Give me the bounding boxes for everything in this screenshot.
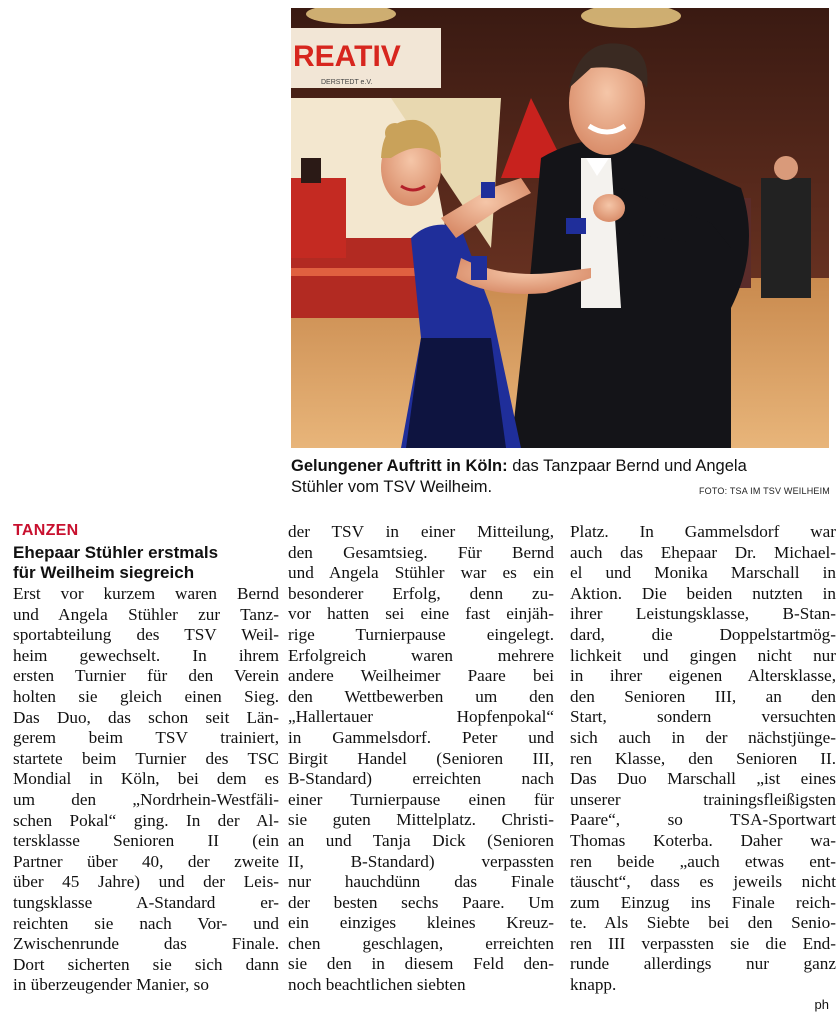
article-line: rige Turnierpause eingelegt. xyxy=(288,624,554,644)
article-line: II, B-Standard) verpassten xyxy=(288,851,554,871)
article-line: Aktion. Die beiden nutzten in xyxy=(570,583,836,603)
author-initials: ph xyxy=(814,997,829,1012)
article-line: Mondial in Köln, bei dem es xyxy=(13,769,279,789)
article-line: Das Duo Marschall „ist eines xyxy=(570,769,836,789)
article-line: Paare“, so TSA-Sportwart xyxy=(570,810,836,830)
article-line: Birgit Handel (Senioren III, xyxy=(288,748,554,768)
article-line: sich auch in der nächstjünge- xyxy=(570,727,836,747)
article-line: der besten sechs Paare. Um xyxy=(288,892,554,912)
article-line: heim gewechselt. In ihrem xyxy=(13,645,279,665)
article-line: in ihrer eigenen Altersklasse, xyxy=(570,666,836,686)
article-line: ren Klasse, den Senioren II. xyxy=(570,748,836,768)
article-line: vor hatten sei eine fast einjäh- xyxy=(288,604,554,624)
article-line: den Gesamtsieg. Für Bernd xyxy=(288,542,554,562)
article-line: unserer trainingsfleißigsten xyxy=(570,789,836,809)
article-line: dard, die Doppelstartmög- xyxy=(570,624,836,644)
article-line: andere Weilheimer Paare bei xyxy=(288,666,554,686)
article-line: in überzeugender Manier, so xyxy=(13,975,209,995)
kicker: TANZEN xyxy=(13,522,79,539)
article-line: holten sie gleich einen Sieg. xyxy=(13,686,279,706)
article-line: chen geschlagen, erreichten xyxy=(288,933,554,953)
article-line: „Hallertauer Hopfenpokal“ xyxy=(288,707,554,727)
article-line: besonderer Erfolg, denn zu- xyxy=(288,583,554,603)
article-line: schen Pokal“ ging. In der Al- xyxy=(13,810,279,830)
article-line: ein einziges kleines Kreuz- xyxy=(288,913,554,933)
caption-bold: Gelungener Auftritt in Köln: xyxy=(291,457,508,475)
article-line: noch beachtlichen siebten xyxy=(288,975,466,995)
article-line: der TSV in einer Mitteilung, xyxy=(288,522,554,541)
article-line: ren III verpassten sie die End- xyxy=(570,933,836,953)
article-line: tersklasse Senioren II (ein xyxy=(13,831,279,851)
article-line: Erfolgreich waren mehrere xyxy=(288,645,554,665)
article-line: in Gammelsdorf. Peter und xyxy=(288,727,554,747)
article-line: el und Monika Marschall in xyxy=(570,563,836,583)
article-line: sie guten Mittelplatz. Christi- xyxy=(288,810,554,830)
article-photo xyxy=(291,8,829,448)
article-line: startete beim Turnier des TSC xyxy=(13,748,279,768)
article-line: reichten sie nach Vor- und xyxy=(13,913,279,933)
article-line: ersten Turnier für den Verein xyxy=(13,666,279,686)
article-line: nur hauchdünn das Finale xyxy=(288,872,554,892)
article-line: sie den in diesem Feld den- xyxy=(288,954,554,974)
article-line: Das Duo, das schon seit Län- xyxy=(13,707,279,727)
article-line: Thomas Koterba. Daher wa- xyxy=(570,830,836,850)
headline-line-2: für Weilheim siegreich xyxy=(13,563,195,582)
article-line: auch das Ehepaar Dr. Michael- xyxy=(570,542,836,562)
article-line: Dort sicherten sie sich dann xyxy=(13,954,279,974)
article-column-1 xyxy=(13,584,279,996)
article-line: te. Als Siebte bei den Senio- xyxy=(570,913,836,933)
article-line: Platz. In Gammelsdorf war xyxy=(570,522,836,541)
article-line: lichkeit und gingen nicht nur xyxy=(570,645,836,665)
creativ-banner xyxy=(291,28,441,88)
headline-line-1: Ehepaar Stühler erstmals xyxy=(13,543,219,562)
article-line: und Angela Stühler war es ein xyxy=(288,563,554,583)
article-line: Erst vor kurzem waren Bernd xyxy=(13,584,279,603)
article-line: Start, sondern versuchten xyxy=(570,707,836,727)
article-line: ren beide „auch etwas ent- xyxy=(570,851,836,871)
article-column-2 xyxy=(288,522,554,996)
article-line: zum Einzug ins Finale reich- xyxy=(570,892,836,912)
photo-credit: FOTO: TSA IM TSV WEILHEIM xyxy=(698,486,830,496)
article-line: an und Tanja Dick (Senioren xyxy=(288,830,554,850)
article-line: knapp. xyxy=(570,975,617,995)
headline xyxy=(13,543,283,583)
article-line: B-Standard) erreichten nach xyxy=(288,769,554,789)
caption-line2: Stühler vom TSV Weilheim. xyxy=(291,478,493,496)
article-line: ihrer Leistungsklasse, B-Stan- xyxy=(570,604,836,624)
svg-text:DERSTEDT e.V.: DERSTEDT e.V. xyxy=(321,79,373,86)
article-line: einer Turnierpause einen für xyxy=(288,789,554,809)
dance-couple-photo xyxy=(291,8,829,448)
article-line: tungsklasse A-Standard er- xyxy=(13,892,279,912)
svg-text:REATIV: REATIV xyxy=(293,40,401,73)
article-line: gerem beim TSV trainiert, xyxy=(13,728,279,748)
article-line: täuscht“, dass es jeweils nicht xyxy=(570,872,836,892)
article-line: runde allerdings nur ganz xyxy=(570,954,836,974)
article-line: um den „Nordrhein-Westfäli- xyxy=(13,789,279,809)
article-line: sportabteilung des TSV Weil- xyxy=(13,625,279,645)
article-line: den Wettbewerben um den xyxy=(288,686,554,706)
article-line: und Angela Stühler zur Tanz- xyxy=(13,604,279,624)
article-line: Partner über 40, der zweite xyxy=(13,851,279,871)
caption-text: das Tanzpaar Bernd und Angela xyxy=(507,457,747,475)
article-line: über 45 Jahre) und der Leis- xyxy=(13,872,279,892)
article-column-3 xyxy=(570,522,836,996)
article-line: den Senioren III, an den xyxy=(570,686,836,706)
article-line: Zwischenrunde das Finale. xyxy=(13,934,279,954)
